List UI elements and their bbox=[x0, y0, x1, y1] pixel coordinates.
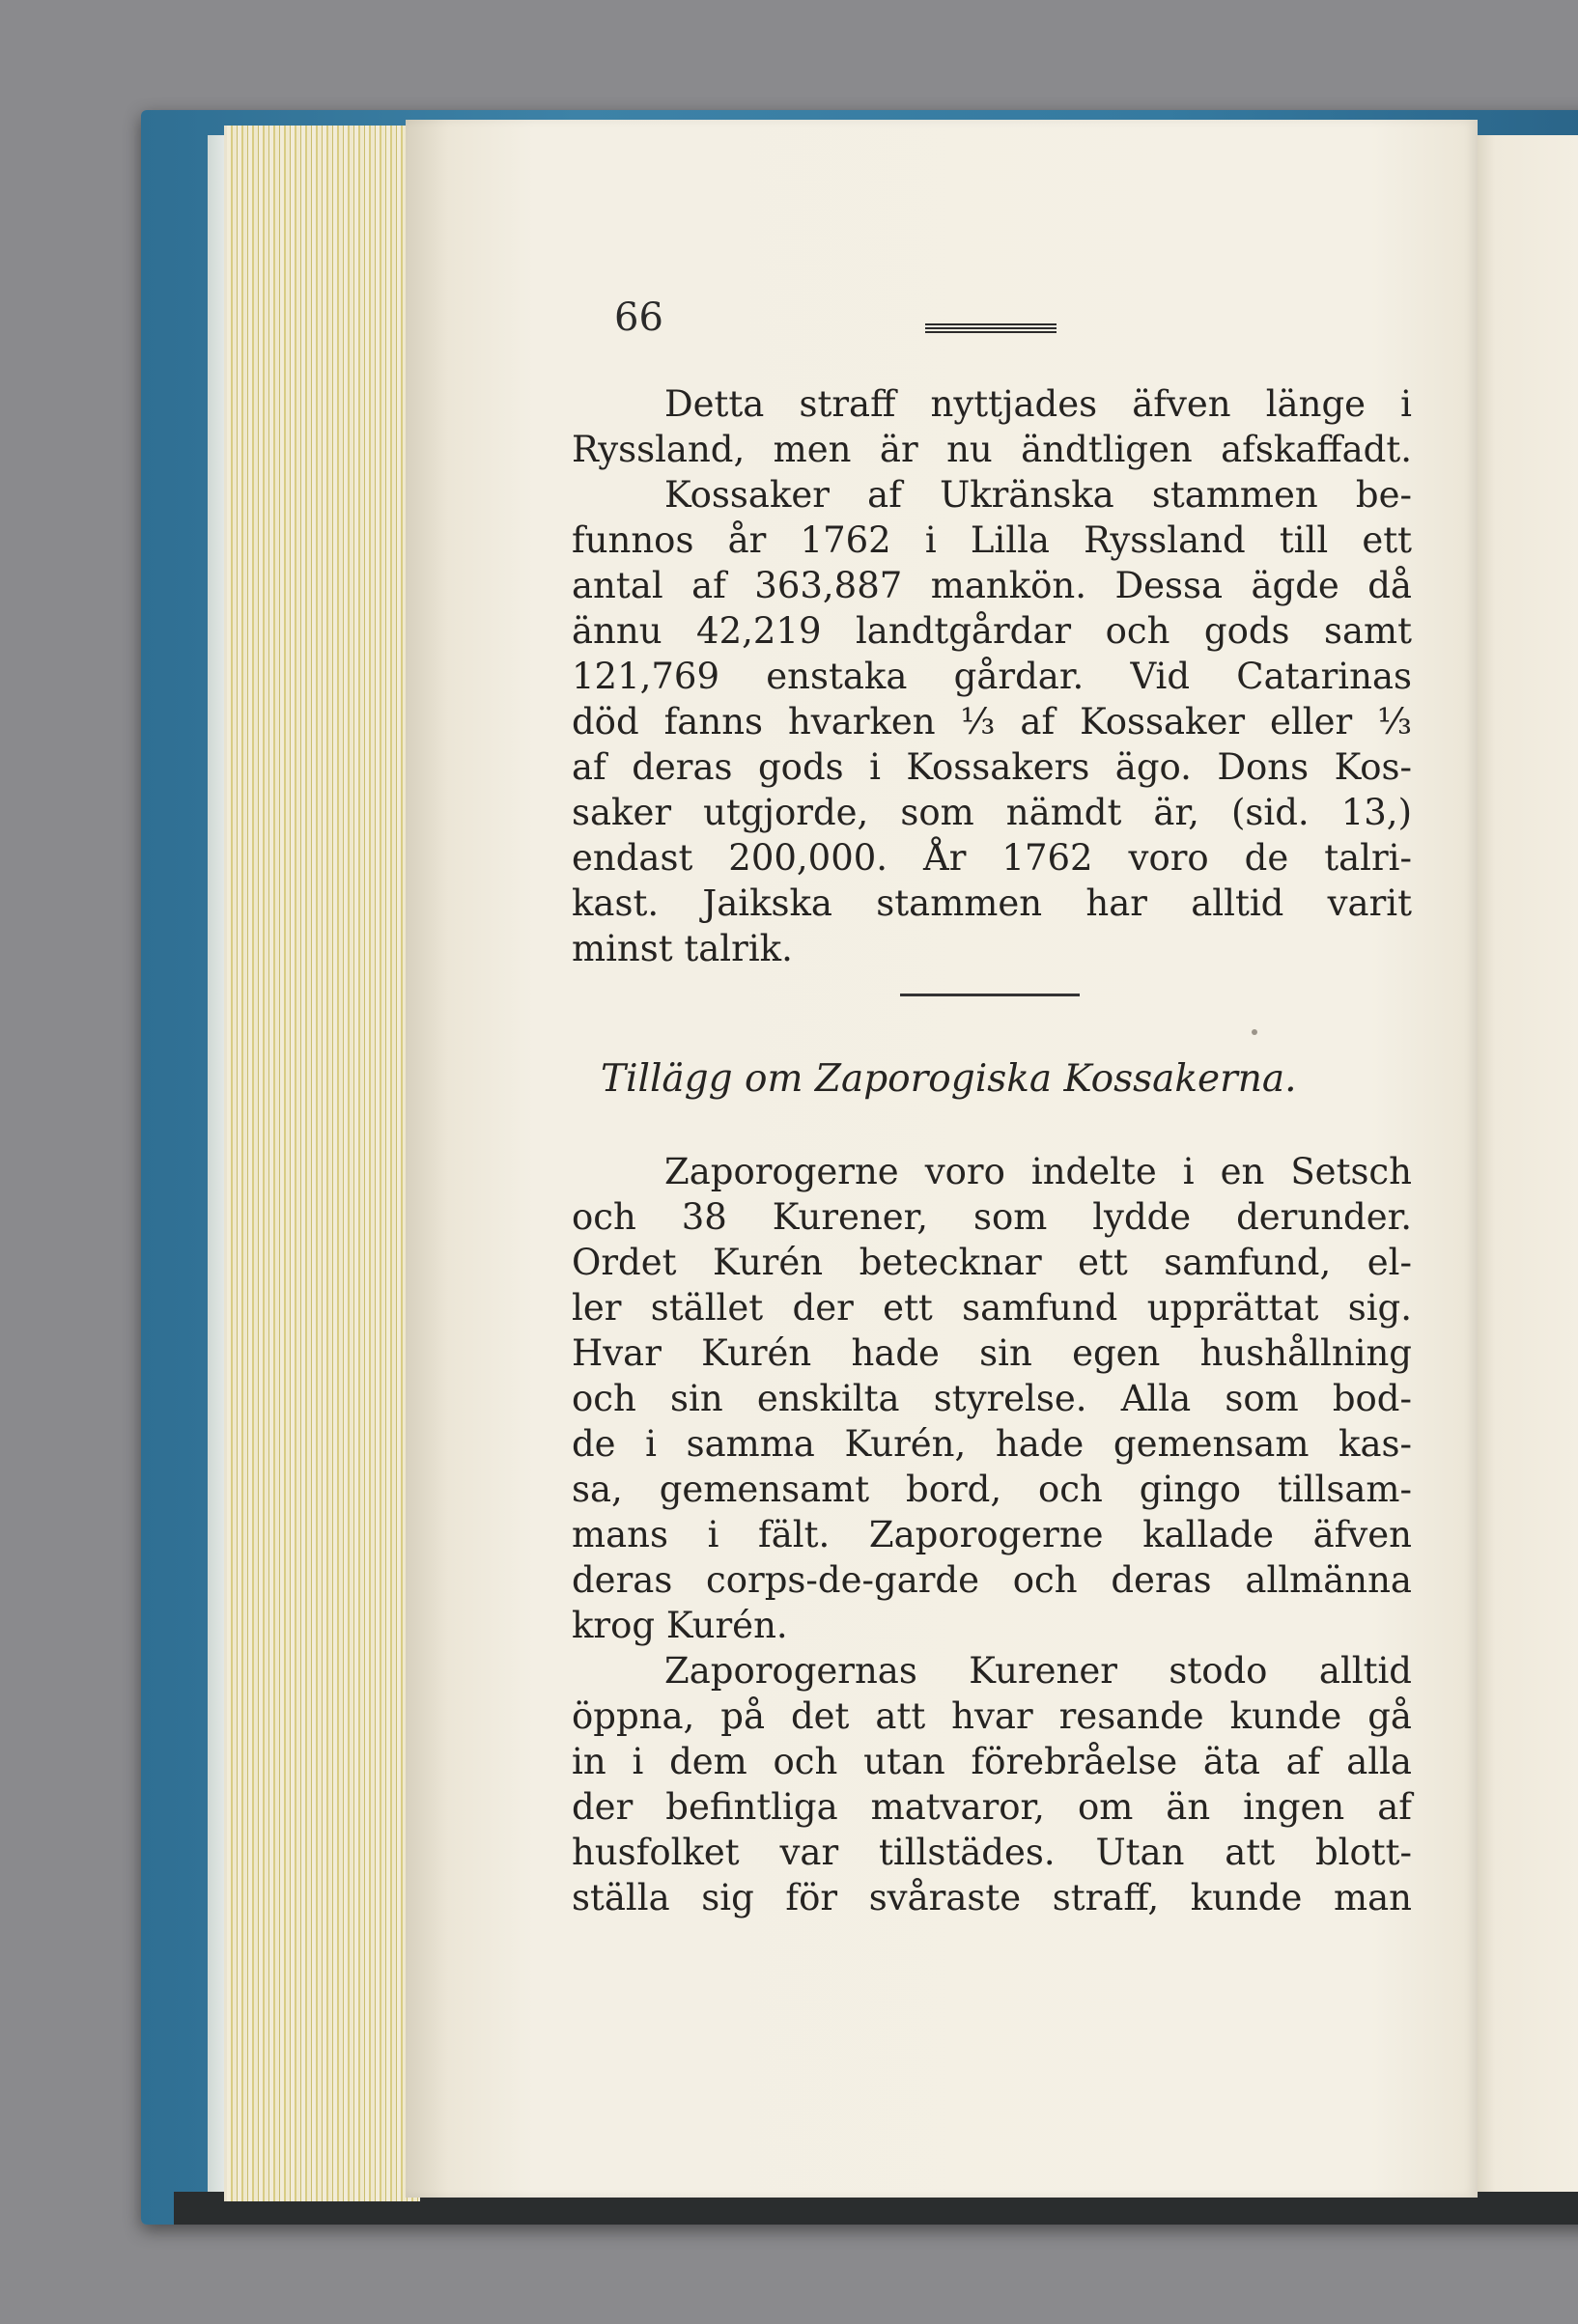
text-line: antal af 363,887 mankön. Dessa ägde då bbox=[572, 565, 1412, 606]
text-line: Kossaker af Ukränska stammen be- bbox=[664, 474, 1412, 516]
page-edges-stack bbox=[224, 126, 420, 2201]
text-line: och 38 Kurener, som lydde derunder. bbox=[572, 1196, 1412, 1238]
paragraph-1 bbox=[572, 381, 1412, 971]
paragraph-2 bbox=[572, 1149, 1412, 1920]
text-line: ännu 42,219 landtgårdar och gods samt bbox=[572, 610, 1412, 652]
text-line: ler stället der ett samfund upprättat sig. bbox=[572, 1287, 1412, 1329]
text-line: mans i fält. Zaporogerne kallade äfven bbox=[572, 1514, 1412, 1555]
text-line: funnos år 1762 i Lilla Ryssland till ett bbox=[572, 519, 1412, 561]
text-line: Ordet Kurén betecknar ett samfund, el- bbox=[572, 1242, 1412, 1283]
text-line: sa, gemensamt bord, och gingo tillsam- bbox=[572, 1469, 1412, 1510]
section-title: Tillägg om Zaporogiska Kossakerna. bbox=[601, 1057, 1297, 1101]
text-line: husfolket var tillstädes. Utan att blott- bbox=[572, 1832, 1412, 1873]
text-line: endast 200,000. År 1762 voro de talri- bbox=[572, 837, 1412, 879]
text-line: öppna, på det att hvar resande kunde gå bbox=[572, 1695, 1412, 1737]
text-line: Detta straff nyttjades äfven länge i bbox=[664, 383, 1412, 425]
page-number: 66 bbox=[614, 295, 663, 340]
text-line: der befintliga matvaror, om än ingen af bbox=[572, 1786, 1412, 1828]
text-line: af deras gods i Kossakers ägo. Dons Kos- bbox=[572, 746, 1412, 788]
facing-page-edge bbox=[1472, 135, 1578, 2192]
text-line: kast. Jaikska stammen har alltid varit bbox=[572, 882, 1412, 924]
text-line: 121,769 enstaka gårdar. Vid Catarinas bbox=[572, 656, 1412, 697]
text-line: Ryssland, men är nu ändtligen afskaffadt. bbox=[572, 429, 1412, 470]
text-line: in i dem och utan förebråelse äta af alla bbox=[572, 1741, 1412, 1782]
section-divider bbox=[900, 994, 1080, 996]
text-line: saker utgjorde, som nämdt är, (sid. 13,) bbox=[572, 792, 1412, 833]
text-line: ställa sig för svåraste straff, kunde man bbox=[572, 1877, 1412, 1918]
text-line: deras corps-de-garde och deras allmänna bbox=[572, 1559, 1412, 1601]
text-line: de i samma Kurén, hade gemensam kas- bbox=[572, 1423, 1412, 1465]
text-line: död fanns hvarken ⅓ af Kossaker eller ⅓ bbox=[572, 701, 1412, 742]
text-line: Hvar Kurén hade sin egen hushållning bbox=[572, 1332, 1412, 1374]
text-line: krog Kurén. bbox=[572, 1605, 788, 1646]
header-ornament-rule bbox=[925, 322, 1057, 333]
text-line: minst talrik. bbox=[572, 928, 793, 969]
text-line: Zaporogerne voro indelte i en Setsch bbox=[664, 1151, 1412, 1192]
paper-speck bbox=[1252, 1029, 1257, 1035]
text-line: Zaporogernas Kurener stodo alltid bbox=[664, 1650, 1412, 1692]
text-line: och sin enskilta styrelse. Alla som bod- bbox=[572, 1378, 1412, 1419]
